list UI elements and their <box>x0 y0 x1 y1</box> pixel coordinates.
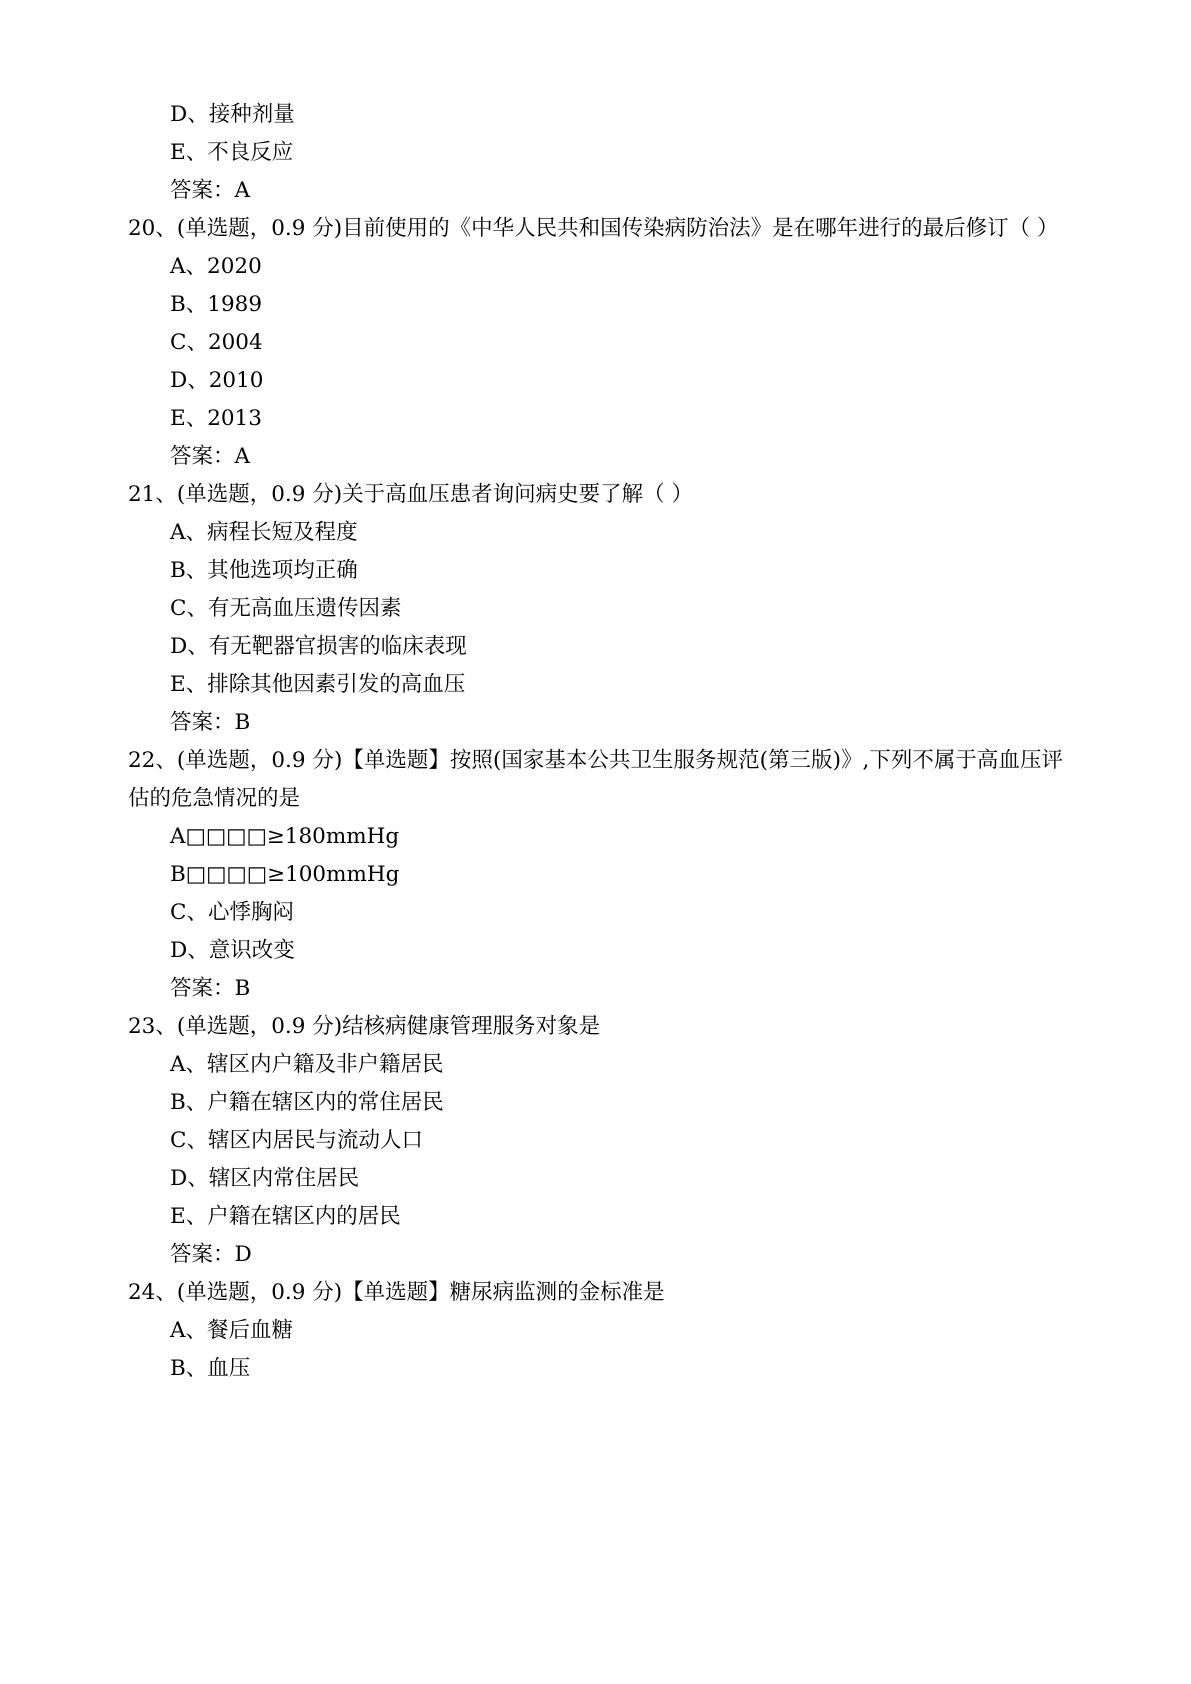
question-line: 22、(单选题，0.9 分)【单选题】按照(国家基本公共卫生服务规范(第三版)》,下列不属于高血压评估的危急情况的是 <box>128 748 1063 811</box>
option-line: B、1989 <box>170 292 263 317</box>
option-line: C、辖区内居民与流动人口 <box>170 1128 423 1153</box>
option-line: A、2020 <box>170 254 262 279</box>
option-line: B□□□□≥100mmHg <box>170 862 400 887</box>
option-line: E、2013 <box>170 406 262 431</box>
question-line: 23、(单选题，0.9 分)结核病健康管理服务对象是 <box>128 1014 601 1039</box>
question-line: 20、(单选题，0.9 分)目前使用的《中华人民共和国传染病防治法》是在哪年进行的最后修订（ ） <box>128 216 1059 241</box>
option-line: D、接种剂量 <box>170 102 295 127</box>
option-line: D、意识改变 <box>170 938 295 963</box>
answer-line: 答案：A <box>170 178 251 203</box>
option-line: E、不良反应 <box>170 140 294 165</box>
option-line: E、户籍在辖区内的居民 <box>170 1204 401 1229</box>
option-line: C、2004 <box>170 330 263 355</box>
option-line: D、辖区内常住居民 <box>170 1166 360 1191</box>
option-line: E、排除其他因素引发的高血压 <box>170 672 466 697</box>
option-line: D、有无靶器官损害的临床表现 <box>170 634 467 659</box>
option-line: A、餐后血糖 <box>170 1318 294 1343</box>
option-line: A□□□□≥180mmHg <box>170 824 400 849</box>
answer-line: 答案：B <box>170 710 251 735</box>
option-line: C、有无高血压遗传因素 <box>170 596 402 621</box>
answer-line: 答案：D <box>170 1242 252 1267</box>
option-line: B、户籍在辖区内的常住居民 <box>170 1090 444 1115</box>
document-body <box>128 96 1063 1388</box>
option-line: A、辖区内户籍及非户籍居民 <box>170 1052 444 1077</box>
answer-line: 答案：A <box>170 444 251 469</box>
option-line: D、2010 <box>170 368 264 393</box>
option-line: B、血压 <box>170 1356 251 1381</box>
option-line: B、其他选项均正确 <box>170 558 358 583</box>
question-line: 24、(单选题，0.9 分)【单选题】糖尿病监测的金标准是 <box>128 1280 665 1305</box>
answer-line: 答案：B <box>170 976 251 1001</box>
option-line: C、心悸胸闷 <box>170 900 294 925</box>
question-line: 21、(单选题，0.9 分)关于高血压患者询问病史要了解（ ） <box>128 482 693 507</box>
option-line: A、病程长短及程度 <box>170 520 358 545</box>
